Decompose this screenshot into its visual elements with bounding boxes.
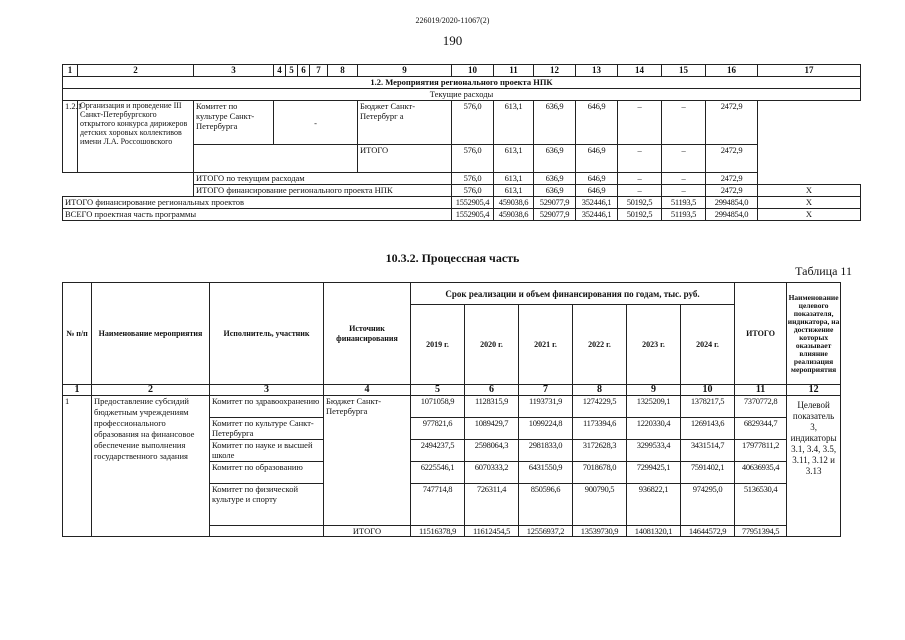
header-year: 2019 г. (411, 305, 465, 385)
value-cell: 636,9 (534, 173, 576, 185)
value-cell: 576,0 (452, 101, 494, 145)
value-cell: 613,1 (494, 145, 534, 173)
col-num: 12 (534, 65, 576, 77)
value-cell: 14081320,1 (627, 526, 681, 537)
value-cell: 576,0 (452, 185, 494, 197)
value-cell: 613,1 (494, 173, 534, 185)
table-label: Таблица 11 (795, 264, 852, 278)
col-num: 7 (310, 65, 328, 77)
value-cell: 974295,0 (681, 484, 735, 526)
value-cell: 2994854,0 (706, 197, 758, 209)
itogo-npk-label: ИТОГО финансирование регионального проекта НПК (194, 185, 452, 197)
table-row (63, 185, 861, 197)
value-cell: 17977811,2 (735, 440, 787, 462)
value-cell: 850596,6 (519, 484, 573, 526)
col-num: 14 (618, 65, 662, 77)
value-cell: 13539730,9 (573, 526, 627, 537)
col-num: 9 (627, 385, 681, 396)
value-cell: 1099224,8 (519, 418, 573, 440)
value-cell: 3299533,4 (627, 440, 681, 462)
col-num: 10 (452, 65, 494, 77)
value-cell: – (662, 145, 706, 173)
column-number-row (63, 385, 841, 396)
value-cell: 576,0 (452, 145, 494, 173)
value-cell: 646,9 (576, 185, 618, 197)
value-cell: 936822,1 (627, 484, 681, 526)
value-cell: 2472,9 (706, 145, 758, 173)
value-cell: 529077,9 (534, 197, 576, 209)
col-num: 5 (411, 385, 465, 396)
value-cell: 646,9 (576, 173, 618, 185)
col-num: 1 (63, 65, 78, 77)
executor: Комитет по культуре Санкт-Петербурга (194, 101, 274, 145)
value-cell: 1173394,6 (573, 418, 627, 440)
value-cell: 2994854,0 (706, 209, 758, 221)
value-cell: 1552905,4 (452, 209, 494, 221)
empty-cell (758, 101, 861, 145)
executor: Комитет по здравоохранению (210, 396, 324, 418)
value-cell: 6225546,1 (411, 462, 465, 484)
col-num: 8 (328, 65, 358, 77)
value-cell: 352446,1 (576, 197, 618, 209)
header-name: Наименование мероприятия (92, 283, 210, 385)
itogo-label: ИТОГО (358, 145, 452, 173)
table-row (63, 173, 861, 185)
header-year: 2021 г. (519, 305, 573, 385)
header-period: Срок реализации и объем финансирования по годам, тыс. руб. (411, 283, 735, 305)
value-cell: 1274229,5 (573, 396, 627, 418)
col-num: 6 (298, 65, 310, 77)
value-cell: 613,1 (494, 101, 534, 145)
header-year: 2020 г. (465, 305, 519, 385)
value-cell: 77951394,5 (735, 526, 787, 537)
x-cell: X (758, 209, 861, 221)
section-heading: 10.3.2. Процессная часть (385, 251, 520, 265)
section-title: 1.2. Мероприятия регионального проекта НПК (63, 77, 861, 89)
itogo-current-label: ИТОГО по текущим расходам (194, 173, 452, 185)
col-num: 5 (286, 65, 298, 77)
value-cell: – (662, 101, 706, 145)
value-cell: – (618, 185, 662, 197)
value-cell: 1220330,4 (627, 418, 681, 440)
value-cell: 14644572,9 (681, 526, 735, 537)
value-cell: – (662, 173, 706, 185)
executor: Комитет по физической культуре и спорту (210, 484, 324, 526)
value-cell: 636,9 (534, 101, 576, 145)
value-cell: 529077,9 (534, 209, 576, 221)
value-cell: 2472,9 (706, 173, 758, 185)
value-cell: – (662, 185, 706, 197)
value-cell: 977821,6 (411, 418, 465, 440)
col-num: 15 (662, 65, 706, 77)
col-num: 7 (519, 385, 573, 396)
value-cell: 1378217,5 (681, 396, 735, 418)
subsection-title: Текущие расходы (63, 89, 861, 101)
dash-cell: - (274, 101, 358, 145)
value-cell: 6431550,9 (519, 462, 573, 484)
value-cell: 726311,4 (465, 484, 519, 526)
itogo-label: ИТОГО (324, 526, 411, 537)
value-cell: 5136530,4 (735, 484, 787, 526)
value-cell: 352446,1 (576, 209, 618, 221)
value-cell: 7591402,1 (681, 462, 735, 484)
header-year: 2024 г. (681, 305, 735, 385)
value-cell: 7370772,8 (735, 396, 787, 418)
value-cell: 1071058,9 (411, 396, 465, 418)
col-num: 16 (706, 65, 758, 77)
vsego-label: ВСЕГО проектная часть программы (63, 209, 452, 221)
value-cell: 1552905,4 (452, 197, 494, 209)
value-cell: 1193731,9 (519, 396, 573, 418)
column-number-row (63, 65, 861, 77)
col-num: 3 (194, 65, 274, 77)
funding-source: Бюджет Санкт-Петербург а (358, 101, 452, 145)
col-num: 8 (573, 385, 627, 396)
col-num: 1 (63, 385, 92, 396)
header-num: № п/п (63, 283, 92, 385)
row-number: 1 (63, 396, 92, 537)
process-part-table (62, 282, 841, 537)
indicator-cell: Целевой показатель 3, индикаторы 3.1, 3.4, 3.5, 3.11, 3.12 и 3.13 (787, 396, 841, 537)
value-cell: 459038,6 (494, 197, 534, 209)
col-num: 13 (576, 65, 618, 77)
header-source: Источник финансирования (324, 283, 411, 385)
value-cell: 1325209,1 (627, 396, 681, 418)
value-cell: 1089429,7 (465, 418, 519, 440)
header-year: 2023 г. (627, 305, 681, 385)
event-name: Предоставление субсидий бюджетным учреждениям профессионального образования на финансовое обеспечение выполнения государственного задания (92, 396, 210, 537)
row-number: 1.2.1 (63, 101, 78, 173)
table-row (63, 396, 841, 418)
value-cell: 576,0 (452, 173, 494, 185)
value-cell: 6829344,7 (735, 418, 787, 440)
table-row (63, 209, 861, 221)
value-cell: 7299425,1 (627, 462, 681, 484)
col-num: 10 (681, 385, 735, 396)
value-cell: 2981833,0 (519, 440, 573, 462)
value-cell: 636,9 (534, 145, 576, 173)
value-cell: 900790,5 (573, 484, 627, 526)
col-num: 12 (787, 385, 841, 396)
value-cell: – (618, 145, 662, 173)
funding-source: Бюджет Санкт-Петербурга (324, 396, 411, 526)
table-row (63, 101, 861, 145)
document-id: 226019/2020-11067(2) (415, 16, 490, 25)
value-cell: 459038,6 (494, 209, 534, 221)
value-cell: 51193,5 (662, 197, 706, 209)
executor: Комитет по культуре Санкт-Петербурга (210, 418, 324, 440)
value-cell: 2598064,3 (465, 440, 519, 462)
col-num: 11 (735, 385, 787, 396)
value-cell: 613,1 (494, 185, 534, 197)
event-name: Организация и проведение III Санкт-Петербургского открытого конкурса дирижеров детских хоровых коллективов имени Л.А. Россошовского (78, 101, 194, 173)
value-cell: 646,9 (576, 101, 618, 145)
value-cell: 1128315,9 (465, 396, 519, 418)
value-cell: 2472,9 (706, 101, 758, 145)
page-number: 190 (442, 33, 463, 48)
header-total: ИТОГО (735, 283, 787, 385)
value-cell: – (618, 101, 662, 145)
x-cell: X (758, 197, 861, 209)
col-num: 11 (494, 65, 534, 77)
value-cell: – (618, 173, 662, 185)
col-num: 3 (210, 385, 324, 396)
value-cell: 3431514,7 (681, 440, 735, 462)
value-cell: 12556937,2 (519, 526, 573, 537)
table-row (63, 197, 861, 209)
header-executor: Исполнитель, участник (210, 283, 324, 385)
value-cell: 3172628,3 (573, 440, 627, 462)
value-cell: 2494237,5 (411, 440, 465, 462)
value-cell: 11612454,5 (465, 526, 519, 537)
x-cell: X (758, 185, 861, 197)
col-num: 2 (92, 385, 210, 396)
col-num: 6 (465, 385, 519, 396)
value-cell: 11516378,9 (411, 526, 465, 537)
itogo-regional-label: ИТОГО финансирование региональных проектов (63, 197, 452, 209)
value-cell: 50192,5 (618, 209, 662, 221)
executor: Комитет по образованию (210, 462, 324, 484)
col-num: 17 (758, 65, 861, 77)
col-num: 4 (324, 385, 411, 396)
value-cell: 747714,8 (411, 484, 465, 526)
value-cell: 636,9 (534, 185, 576, 197)
value-cell: 51193,5 (662, 209, 706, 221)
value-cell: 50192,5 (618, 197, 662, 209)
value-cell: 2472,9 (706, 185, 758, 197)
col-num: 9 (358, 65, 452, 77)
executor: Комитет по науке и высшей школе (210, 440, 324, 462)
value-cell: 1269143,6 (681, 418, 735, 440)
value-cell: 7018678,0 (573, 462, 627, 484)
header-year: 2022 г. (573, 305, 627, 385)
value-cell: 646,9 (576, 145, 618, 173)
value-cell: 6070333,2 (465, 462, 519, 484)
regional-project-table (62, 64, 861, 221)
col-num: 2 (78, 65, 194, 77)
header-indicator: Наименование целевого показателя, индикатора, на достижение которых оказывает влияние реализация мероприятия (787, 283, 841, 385)
col-num: 4 (274, 65, 286, 77)
value-cell: 40636935,4 (735, 462, 787, 484)
